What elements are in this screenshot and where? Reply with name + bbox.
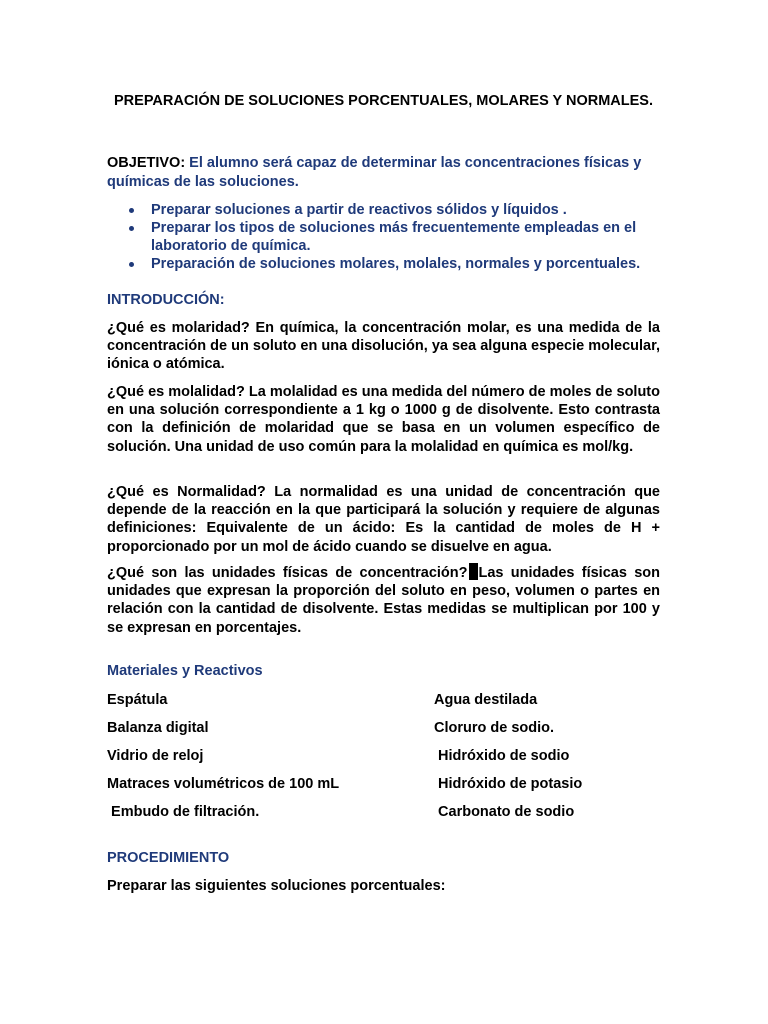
objective-label: OBJETIVO: [107,155,186,171]
paragraph-molalidad: ¿Qué es molalidad? La molalidad es una medida del número de moles de soluto en una solución correspondiente a 1 kg o 1000 g de disolvente. Esto contrasta con la definición de molaridad que se basa en un volumen específico de solución. Una unidad de uso común para la molalidad en química es mol/kg. [107,384,660,455]
reagent-item: Agua destilada [434,692,538,708]
bullet-dot-icon [129,226,134,231]
procedure-heading: PROCEDIMIENTO [107,850,230,866]
reagent-item: Hidróxido de potasio [434,776,583,792]
document-title: PREPARACIÓN DE SOLUCIONES PORCENTUALES, MOLARES Y NORMALES. [114,93,653,109]
reagent-item: Hidróxido de sodio [434,748,570,764]
objective [107,154,660,192]
question-text: ¿Qué son las unidades físicas de concentración? [107,565,468,581]
material-item: Vidrio de reloj [107,748,204,764]
bullet-item: Preparar los tipos de soluciones más frecuentemente empleadas en el laboratorio de química. [107,219,663,255]
intro-heading: INTRODUCCIÓN: [107,292,225,308]
bullet-item: Preparar soluciones a partir de reactivos sólidos y líquidos . [107,201,663,219]
reagents-list [434,690,582,830]
paragraph-unidades-fisicas [107,563,660,637]
answer-text: Las unidades físicas son unidades que expresan la proporción del soluto en peso, volumen o partes en relación con la cantidad de disolvente. Estas medidas se multiplican por 100 y se expresan en porcentajes. [107,565,660,636]
materials-list [107,690,339,830]
reagent-item: Cloruro de sodio. [434,720,555,736]
materials-heading: Materiales y Reactivos [107,663,263,679]
procedure-text: Preparar las siguientes soluciones porcentuales: [107,878,446,894]
bullet-item: Preparación de soluciones molares, molales, normales y porcentuales. [107,255,663,273]
material-item: Espátula [107,692,168,708]
text-cursor-block [469,563,478,580]
objective-bullet-list [107,201,663,273]
material-item: Balanza digital [107,720,209,736]
material-item: Matraces volumétricos de 100 mL [107,776,340,792]
bullet-dot-icon [129,262,134,267]
material-item: Embudo de filtración. [107,804,260,820]
reagent-item: Carbonato de sodio [434,804,575,820]
objective-text: El alumno será capaz de determinar las concentraciones físicas y químicas de las soluciones. [107,155,642,190]
bullet-dot-icon [129,208,134,213]
paragraph-normalidad: ¿Qué es Normalidad? La normalidad es una unidad de concentración que depende de la reacción en la que participará la solución y requiere de algunas definiciones: Equivalente de un ácido: Es la cantidad de moles de H + proporcionado por un mol de ácido cuando se disuelve en agua. [107,484,660,555]
paragraph-molaridad: ¿Qué es molaridad? En química, la concentración molar, es una medida de la concentración de un soluto en una disolución, ya sea alguna especie molecular, iónica o atómica. [107,320,660,373]
